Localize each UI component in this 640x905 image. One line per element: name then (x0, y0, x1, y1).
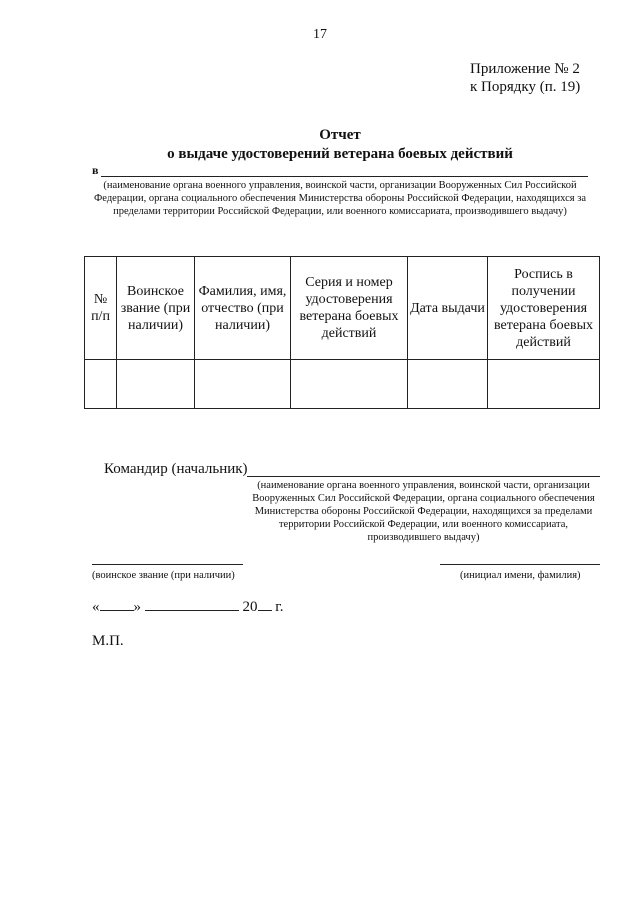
header-issue-date: Дата выдачи (408, 257, 488, 360)
cell-number[interactable] (85, 360, 117, 409)
appendix-line-2: к Порядку (п. 19) (470, 79, 581, 95)
year-blank[interactable] (258, 596, 272, 611)
document-subtitle: о выдаче удостоверений ветерана боевых действий (167, 146, 513, 162)
header-number: № п/п (85, 257, 117, 360)
date-line (92, 596, 283, 616)
date-open-quote: « (92, 599, 100, 615)
cell-full-name[interactable] (195, 360, 291, 409)
document-title: Отчет (319, 127, 361, 143)
header-certificate-number: Серия и номер удостоверения ветерана боевых действий (291, 257, 408, 360)
table-row (85, 360, 600, 409)
cell-receipt-signature[interactable] (488, 360, 600, 409)
month-blank[interactable] (145, 596, 239, 611)
rank-note: (воинское звание (при наличии) (92, 570, 235, 581)
commander-note: (наименование органа военного управления, воинской части, организации Вооруженных Сил Российской Федерации, органа социального обеспечения Министерства обороны Российской Федерации, находящихся за пределами территории Российской Федерации, или военного комиссариата, производившего выдачу) (252, 480, 595, 543)
header-receipt-signature: Роспись в получении удостоверения ветерана боевых действий (488, 257, 600, 360)
page-number: 17 (313, 27, 327, 42)
cell-certificate-number[interactable] (291, 360, 408, 409)
recipient-prefix: в (92, 163, 99, 177)
name-note: (инициал имени, фамилия) (460, 570, 581, 581)
commander-fill-line[interactable] (247, 476, 600, 477)
day-blank[interactable] (100, 596, 134, 611)
year-prefix: 20 (242, 599, 258, 615)
date-close-quote: » (133, 599, 141, 615)
recipient-fill-line[interactable] (101, 176, 588, 177)
header-full-name: Фамилия, имя, отчество (при наличии) (195, 257, 291, 360)
rank-fill-line[interactable] (92, 564, 243, 565)
appendix-reference (470, 60, 580, 96)
appendix-line-1: Приложение № 2 (470, 61, 580, 77)
report-table (84, 256, 600, 409)
header-rank: Воинское звание (при наличии) (117, 257, 195, 360)
cell-issue-date[interactable] (408, 360, 488, 409)
commander-label: Командир (начальник) (104, 461, 248, 477)
year-suffix: г. (275, 599, 284, 615)
stamp-place: М.П. (92, 633, 124, 649)
table-header-row (85, 257, 600, 360)
name-fill-line[interactable] (440, 564, 600, 565)
recipient-note: (наименование органа военного управления, воинской части, организации Вооруженных Сил Российской Федерации, органа социального обеспечения Министерства обороны Российской Федерации, находящихся за пределами территории Российской Федерации, или военного комиссариата, производившего выдачу) (94, 180, 586, 217)
cell-rank[interactable] (117, 360, 195, 409)
